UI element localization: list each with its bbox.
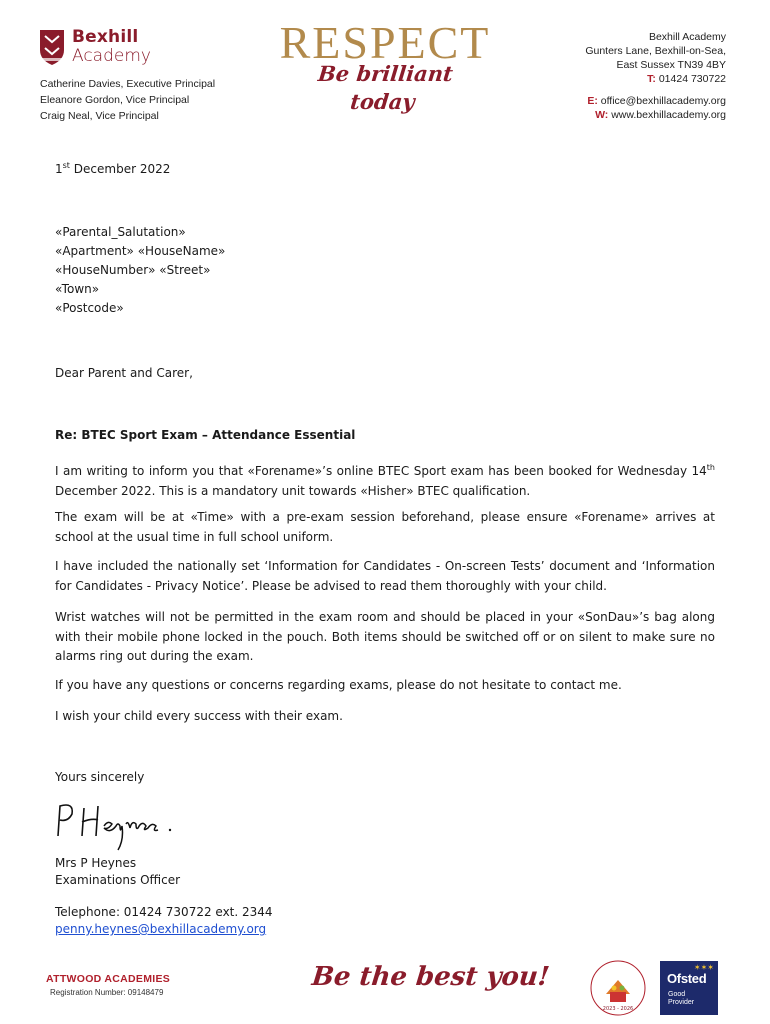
email-value[interactable]: office@bexhillacademy.org — [600, 95, 726, 107]
ofsted-badge — [660, 961, 718, 1015]
ofsted-title: Ofsted — [667, 971, 707, 986]
tel-value: 01424 730722 — [658, 73, 726, 85]
staff-list — [40, 76, 215, 124]
trust-name: ATTWOOD ACADEMIES — [46, 973, 171, 985]
address-line1: Gunters Lane, Bexhill-on-Sea, — [585, 45, 726, 57]
telephone-line: Telephone: 01424 730722 ext. 2344 — [55, 905, 273, 919]
date-day: 1 — [55, 162, 63, 176]
signer-name: Mrs P Heynes — [55, 856, 137, 870]
address-name: Bexhill Academy — [648, 31, 726, 43]
paragraph-1-b: December 2022. This is a mandatory unit towards «Hisher» BTEC qualification. — [55, 483, 531, 498]
web-label: W: — [595, 109, 609, 121]
recipient-postcode: «Postcode» — [55, 301, 124, 315]
nurturing-school-award-badge-icon — [588, 958, 648, 1018]
school-address-block — [585, 30, 726, 122]
staff-executive-principal: Catherine Davies, Executive Principal — [40, 78, 216, 90]
ofsted-rating — [668, 991, 694, 1007]
paragraph-1-sup: th — [706, 463, 715, 472]
paragraph-4: Wrist watches will not be permitted in the exam room and should be placed in your «SonDau»’s bag along with their mobile phone locked in the pouch. Both items should be switched off or on silent to make sure no alarms ring out during the exam. — [55, 610, 715, 663]
recipient-town: «Town» — [55, 282, 100, 296]
letter-date — [55, 161, 715, 176]
recipient-salutation: «Parental_Salutation» — [55, 225, 186, 239]
school-name-line2: Academy — [72, 46, 151, 66]
signer-block — [55, 855, 715, 889]
signer-title: Examinations Officer — [55, 873, 181, 887]
email-label: E: — [587, 95, 598, 107]
school-crest-icon — [38, 28, 66, 66]
badge-years: 2023 - 2026 — [602, 1006, 634, 1012]
handwritten-signature — [52, 796, 192, 856]
paragraph-2: The exam will be at «Time» with a pre-exam session beforehand, please ensure «Forename» arrives at school at the usual time in full school uniform. — [55, 510, 715, 544]
greeting: Dear Parent and Carer, — [55, 366, 193, 380]
contact-block — [55, 904, 715, 938]
recipient-line3: «HouseNumber» «Street» — [55, 263, 211, 277]
web-value[interactable]: www.bexhillacademy.org — [611, 109, 726, 121]
address-telephone — [585, 72, 726, 86]
ofsted-rating-line1: Good — [668, 991, 686, 998]
paragraph-5: If you have any questions or concerns regarding exams, please do not hesitate to contact me. — [55, 678, 622, 692]
staff-vice-principal-2: Craig Neal, Vice Principal — [40, 110, 159, 122]
motto-tagline: Be brilliant today — [316, 61, 455, 114]
staff-vice-principal-1: Eleanore Gordon, Vice Principal — [40, 94, 190, 106]
registration-number: Registration Number: 09148479 — [50, 988, 164, 997]
tel-label: T: — [647, 73, 656, 85]
address-email[interactable] — [585, 94, 726, 108]
school-logo-wordmark — [72, 28, 151, 66]
email-link[interactable]: penny.heynes@bexhillacademy.org — [55, 922, 267, 936]
footer-slogan: Be the best you! — [310, 962, 551, 992]
date-suffix: st — [62, 161, 70, 170]
paragraph-3: I have included the nationally set ‘Information for Candidates - On-screen Tests’ document and ‘Information for Candidates - Privacy Notice’. Please be advised to read them thoroughly with your child. — [55, 559, 715, 593]
address-web[interactable] — [585, 108, 726, 122]
ofsted-stars-icon: ✶✶✶ — [693, 963, 714, 972]
address-line2: East Sussex TN39 4BY — [616, 59, 726, 71]
date-rest: December 2022 — [73, 162, 171, 176]
school-name-line1: Bexhill — [72, 27, 139, 47]
recipient-line2: «Apartment» «HouseName» — [55, 244, 226, 258]
ofsted-rating-line2: Provider — [668, 999, 695, 1006]
closing: Yours sincerely — [55, 770, 145, 784]
paragraph-6: I wish your child every success with their exam. — [55, 709, 343, 723]
motto-title: RESPECT — [279, 17, 491, 68]
subject-line: Re: BTEC Sport Exam – Attendance Essential — [55, 428, 356, 442]
paragraph-1 — [55, 458, 715, 501]
paragraph-1-a: I am writing to inform you that «Forename»’s online BTEC Sport exam has been booked for Wednesday 14 — [55, 464, 707, 478]
recipient-address — [55, 223, 715, 318]
